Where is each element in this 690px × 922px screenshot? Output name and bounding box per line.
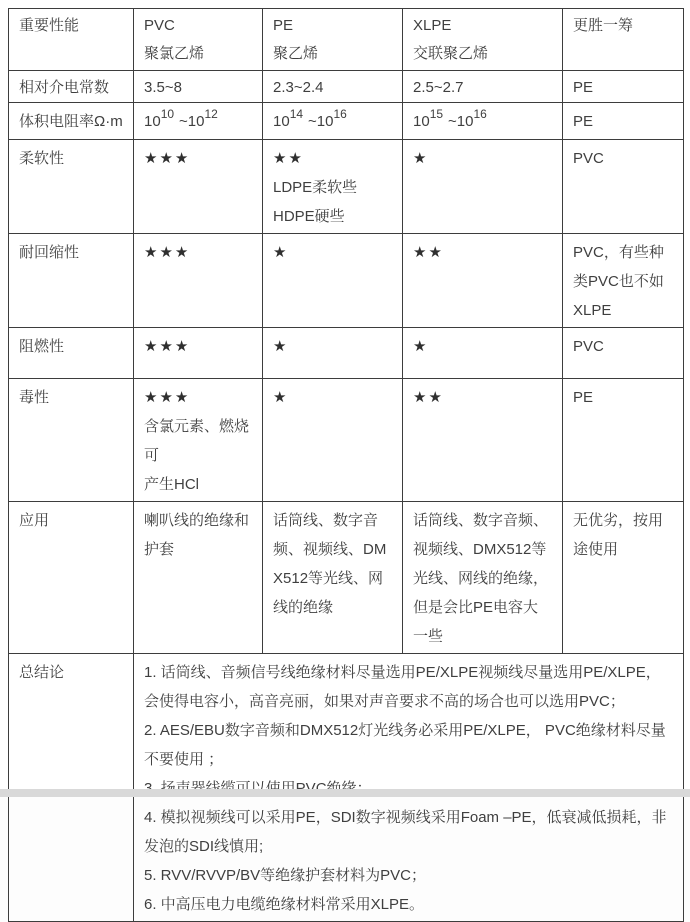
- shrink-pe-stars: ★: [273, 244, 289, 261]
- row-softness: [9, 140, 684, 234]
- shrink-pvc-stars: ★★★: [144, 244, 191, 261]
- resistivity-pvc-base2: ~10: [179, 113, 205, 130]
- resistivity-pe-exp2: 16: [333, 107, 347, 121]
- resistivity-pe-base1: 10: [273, 113, 290, 130]
- bottom-edge-strip: [0, 789, 690, 797]
- dielectric-winner: PE: [563, 71, 684, 103]
- summary-item-1: 1. 话筒线、音频信号线绝缘材料尽量选用PE/XLPE视频线尽量选用PE/XLPE，会使得电容小，高音亮丽，如果对声音要求不高的场合也可以选用PVC；: [144, 664, 661, 710]
- toxicity-label: 毒性: [9, 379, 134, 502]
- application-label: 应用: [9, 502, 134, 654]
- shrink-label: 耐回缩性: [9, 234, 134, 328]
- flame-label: 阻燃性: [9, 328, 134, 379]
- header-pe-cell: [263, 9, 403, 71]
- application-pvc: 喇叭线的绝缘和护套: [134, 502, 263, 654]
- resistivity-xlpe-base1: 10: [413, 113, 430, 130]
- application-winner: 无优劣，按用途使用: [563, 502, 684, 654]
- toxicity-pvc-stars: ★★★: [144, 389, 191, 406]
- flame-xlpe-stars: ★: [413, 338, 429, 355]
- toxicity-pe-stars: ★: [273, 389, 289, 406]
- dielectric-pvc-value: 3.5~8: [134, 71, 263, 103]
- dielectric-xlpe-value: 2.5~2.7: [403, 71, 563, 103]
- summary-content: [134, 654, 684, 922]
- header-row: [9, 9, 684, 71]
- summary-item-5: 5. RVV/RVVP/BV等绝缘护套材料为PVC；: [144, 867, 427, 884]
- resistivity-xlpe-exp2: 16: [473, 107, 487, 121]
- shrink-xlpe-stars: ★★: [413, 244, 444, 261]
- softness-pe-stars: ★★: [273, 150, 304, 167]
- softness-pe-note-hdpe: HDPE硬些: [273, 208, 345, 225]
- row-shrink-resistance: [9, 234, 684, 328]
- header-pe-abbr: PE: [273, 17, 294, 34]
- resistivity-pvc-exp2: 12: [204, 107, 218, 121]
- row-summary: [9, 654, 684, 922]
- header-pvc-abbr: PVC: [144, 17, 175, 34]
- toxicity-pvc-rating: [134, 379, 263, 502]
- dielectric-label: 相对介电常数: [9, 71, 134, 103]
- resistivity-pe-value: [263, 103, 403, 140]
- softness-label: 柔软性: [9, 140, 134, 234]
- shrink-pe-rating: [263, 234, 403, 328]
- flame-pvc-rating: [134, 328, 263, 379]
- row-application: [9, 502, 684, 654]
- shrink-pvc-rating: [134, 234, 263, 328]
- row-dielectric: [9, 71, 684, 103]
- softness-winner: PVC: [563, 140, 684, 234]
- header-pvc-name: 聚氯乙烯: [144, 45, 205, 62]
- toxicity-xlpe-rating: [403, 379, 563, 502]
- resistivity-pe-exp1: 14: [289, 107, 304, 121]
- resistivity-pvc-value: [134, 103, 263, 140]
- softness-xlpe-stars: ★: [413, 150, 429, 167]
- row-toxicity: [9, 379, 684, 502]
- application-pe: 话筒线、数字音频、视频线、DMX512等光线、网线的绝缘: [263, 502, 403, 654]
- resistivity-xlpe-value: [403, 103, 563, 140]
- header-xlpe-name: 交联聚乙烯: [413, 45, 489, 62]
- header-xlpe-abbr: XLPE: [413, 17, 452, 34]
- summary-item-4: 4. 模拟视频线可以采用PE，SDI数字视频线采用Foam –PE，低衰减低损耗，非发泡的SDI线慎用;: [144, 809, 667, 855]
- row-flame-retardancy: [9, 328, 684, 379]
- header-xlpe-cell: [403, 9, 563, 71]
- application-xlpe: 话筒线、数字音频、视频线、DMX512等光线、网线的绝缘，但是会比PE电容大一些: [403, 502, 563, 654]
- summary-item-6: 6. 中高压电力电缆绝缘材料常采用XLPE。: [144, 896, 425, 913]
- resistivity-xlpe-exp1: 15: [429, 107, 444, 121]
- resistivity-label: 体积电阻率Ω·m: [9, 103, 134, 140]
- toxicity-pvc-note2: 产生HCl: [144, 476, 199, 493]
- toxicity-xlpe-stars: ★★: [413, 389, 444, 406]
- row-resistivity: [9, 103, 684, 140]
- shrink-winner: PVC，有些种类PVC也不如XLPE: [563, 234, 684, 328]
- summary-item-2: 2. AES/EBU数字音频和DMX512灯光线务必采用PE/XLPE， PVC绝缘材料尽量不要使用 ；: [144, 722, 666, 768]
- softness-pe-note-ldpe: LDPE柔软些: [273, 179, 358, 196]
- flame-xlpe-rating: [403, 328, 563, 379]
- resistivity-winner: PE: [563, 103, 684, 140]
- comparison-table: [8, 8, 684, 922]
- resistivity-pvc-exp1: 10: [160, 107, 175, 121]
- softness-pvc-rating: [134, 140, 263, 234]
- flame-winner: PVC: [563, 328, 684, 379]
- toxicity-winner: PE: [563, 379, 684, 502]
- resistivity-pvc-base1: 10: [144, 113, 161, 130]
- dielectric-pe-value: 2.3~2.4: [263, 71, 403, 103]
- header-pe-name: 聚乙烯: [273, 45, 319, 62]
- header-property-cell: 重要性能: [9, 9, 134, 71]
- summary-label: 总结论: [9, 654, 134, 922]
- toxicity-pvc-note1: 含氯元素、燃烧可: [144, 418, 250, 464]
- softness-pe-rating: [263, 140, 403, 234]
- header-winner-cell: 更胜一筹: [563, 9, 684, 71]
- header-pvc-cell: [134, 9, 263, 71]
- resistivity-xlpe-base2: ~10: [448, 113, 474, 130]
- flame-pe-rating: [263, 328, 403, 379]
- flame-pvc-stars: ★★★: [144, 338, 191, 355]
- resistivity-pe-base2: ~10: [308, 113, 334, 130]
- softness-pvc-stars: ★★★: [144, 150, 191, 167]
- flame-pe-stars: ★: [273, 338, 289, 355]
- shrink-xlpe-rating: [403, 234, 563, 328]
- softness-xlpe-rating: [403, 140, 563, 234]
- toxicity-pe-rating: [263, 379, 403, 502]
